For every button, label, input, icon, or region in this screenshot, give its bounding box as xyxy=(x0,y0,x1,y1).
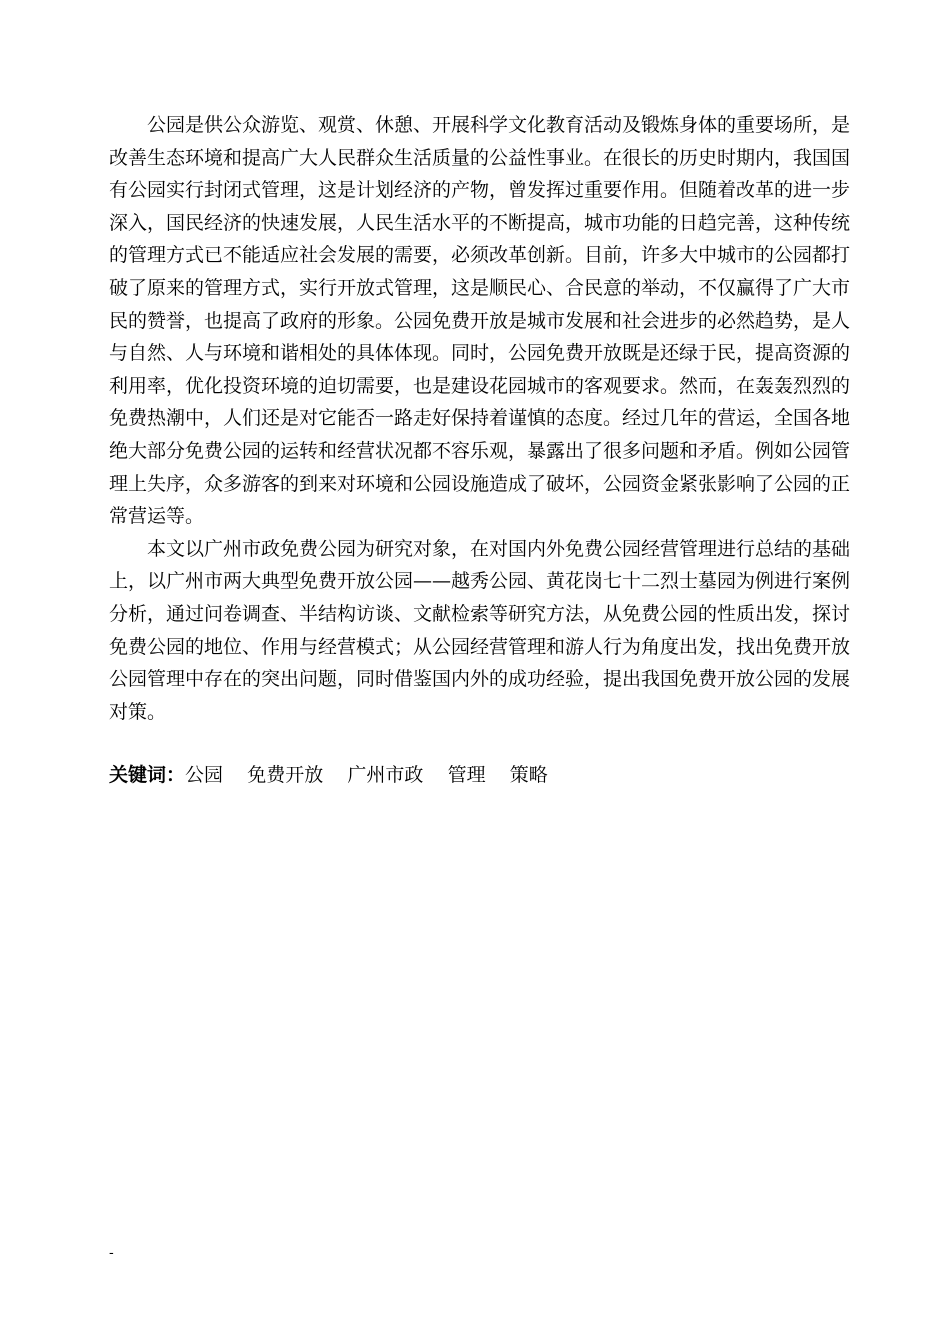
keyword-item: 公园 xyxy=(185,764,224,787)
keyword-item: 广州市政 xyxy=(347,764,424,787)
keyword-item: 策略 xyxy=(509,764,548,787)
keywords-label: 关键词： xyxy=(109,764,186,787)
keyword-item: 免费开放 xyxy=(247,764,324,787)
keywords-line xyxy=(109,759,850,791)
keyword-item: 管理 xyxy=(447,764,486,787)
abstract-paragraph-2: 本文以广州市政免费公园为研究对象，在对国内外免费公园经营管理进行总结的基础上，以广州市两大典型免费开放公园——越秀公园、黄花岗七十二烈士墓园为例进行案例分析，通过问卷调查、半结构访谈、文献检索等研究方法，从免费公园的性质出发，探讨免费公园的地位、作用与经营模式；从公园经营管理和游人行为角度出发，找出免费开放公园管理中存在的突出问题，同时借鉴国内外的成功经验，提出我国免费开放公园的发展对策。 xyxy=(109,537,851,723)
abstract-body xyxy=(109,109,850,791)
page-footer-mark: - xyxy=(109,1245,114,1261)
abstract-paragraph-1: 公园是供公众游览、观赏、休憩、开展科学文化教育活动及锻炼身体的重要场所，是改善生态环境和提高广大人民群众生活质量的公益性事业。在很长的历史时期内，我国国有公园实行封闭式管理，这是计划经济的产物，曾发挥过重要作用。但随着改革的进一步深入，国民经济的快速发展，人民生活水平的不断提高，城市功能的日趋完善，这种传统的管理方式已不能适应社会发展的需要，必须改革创新。目前，许多大中城市的公园都打破了原来的管理方式，实行开放式管理，这是顺民心、合民意的举动，不仅赢得了广大市民的赞誉，也提高了政府的形象。公园免费开放是城市发展和社会进步的必然趋势，是人与自然、人与环境和谐相处的具体体现。同时，公园免费开放既是还绿于民，提高资源的利用率，优化投资环境的迫切需要，也是建设花园城市的客观要求。然而，在轰轰烈烈的免费热潮中，人们还是对它能否一路走好保持着谨慎的态度。经过几年的营运，全国各地绝大部分免费公园的运转和经营状况都不容乐观，暴露出了很多问题和矛盾。例如公园管理上失序，众多游客的到来对环境和公园设施造成了破坏，公园资金紧张影响了公园的正常营运等。 xyxy=(109,114,851,528)
